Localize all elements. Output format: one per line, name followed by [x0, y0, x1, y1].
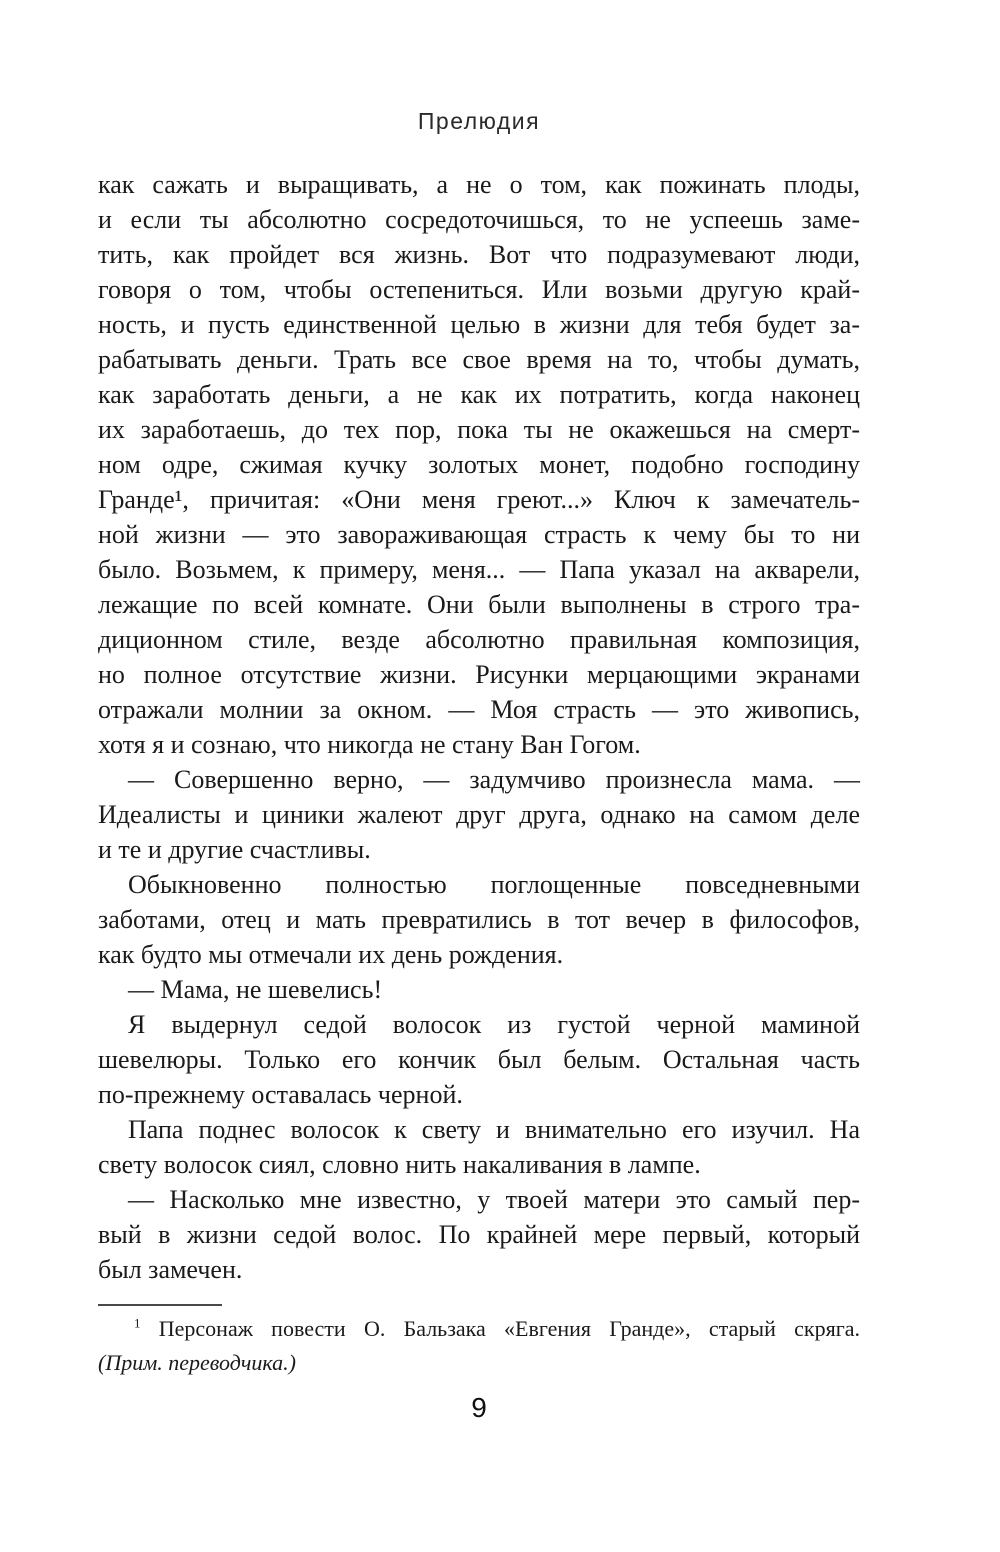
- text-line: свету волосок сиял, словно нить накаливания в лампе.: [98, 1150, 701, 1179]
- text-line: Папа поднес волосок к свету и внимательно его изучил. На: [128, 1115, 860, 1144]
- text-line: говоря о том, чтобы остепениться. Или возьми другую край-: [98, 275, 860, 304]
- text-line: и те и другие счастливы.: [98, 835, 371, 864]
- footnote-marker: 1: [134, 1315, 141, 1331]
- text-line: Гранде¹, причитая: «Они меня греют...» Ключ к замечатель-: [98, 485, 860, 514]
- text-line: был замечен.: [98, 1255, 243, 1284]
- chapter-title: Прелюдия: [417, 108, 541, 134]
- footnote-line: [98, 1312, 860, 1346]
- text-line: — Совершенно верно, — задумчиво произнесла мама. —: [128, 765, 860, 794]
- text-line: — Мама, не шевелись!: [128, 975, 383, 1004]
- text-line: — Насколько мне известно, у твоей матери это самый пер-: [128, 1185, 860, 1214]
- text-line: вый в жизни седой волос. По крайней мере первый, который: [98, 1220, 860, 1249]
- text-line: Обыкновенно полностью поглощенные повседневными: [128, 870, 860, 899]
- text-line: Идеалисты и циники жалеют друг друга, однако на самом деле: [98, 800, 860, 829]
- text-line: ной жизни — это завораживающая страсть к чему бы то ни: [98, 520, 860, 549]
- footnote: [98, 1312, 860, 1380]
- text-line: тить, как пройдет вся жизнь. Вот что подразумевают люди,: [98, 240, 860, 269]
- text-line: ность, и пусть единственной целью в жизни для тебя будет за-: [98, 310, 860, 339]
- text-line: как заработать деньги, а не как их потратить, когда наконец: [98, 380, 860, 409]
- text-line: рабатывать деньги. Трать все свое время на то, чтобы думать,: [98, 345, 860, 374]
- footnote-text: Персонаж повести О. Бальзака «Евгения Гранде», старый скряга.: [158, 1316, 860, 1341]
- text-line: как сажать и выращивать, а не о том, как пожинать плоды,: [98, 170, 860, 199]
- text-line: их заработаешь, до тех пор, пока ты не окажешься на смерт-: [98, 415, 860, 444]
- text-line: отражали молнии за окном. — Моя страсть — это живопись,: [98, 695, 860, 724]
- text-line: но полное отсутствие жизни. Рисунки мерцающими экранами: [98, 660, 860, 689]
- text-line: ном одре, сжимая кучку золотых монет, подобно господину: [98, 450, 860, 479]
- text-line: лежащие по всей комнате. Они были выполнены в строго тра-: [98, 590, 860, 619]
- footnote-divider: [98, 1304, 222, 1306]
- page-number: 9: [471, 1392, 487, 1423]
- body-text: [98, 167, 860, 1287]
- text-line: шевелюры. Только его кончик был белым. Остальная часть: [98, 1045, 860, 1074]
- text-line: как будто мы отмечали их день рождения.: [98, 940, 564, 969]
- text-line: было. Возьмем, к примеру, меня... — Папа указал на акварели,: [98, 555, 860, 584]
- text-line: Я выдернул седой волосок из густой черной маминой: [128, 1010, 860, 1039]
- text-line: хотя я и сознаю, что никогда не стану Ван Гогом.: [98, 730, 641, 759]
- text-line: и если ты абсолютно сосредоточишься, то не успеешь заме-: [98, 205, 860, 234]
- text-line: диционном стиле, везде абсолютно правильная композиция,: [98, 625, 860, 654]
- footnote-attribution: (Прим. переводчика.): [98, 1350, 296, 1375]
- text-line: по-прежнему оставалась черной.: [98, 1080, 463, 1109]
- text-line: заботами, отец и мать превратились в тот вечер в философов,: [98, 905, 860, 934]
